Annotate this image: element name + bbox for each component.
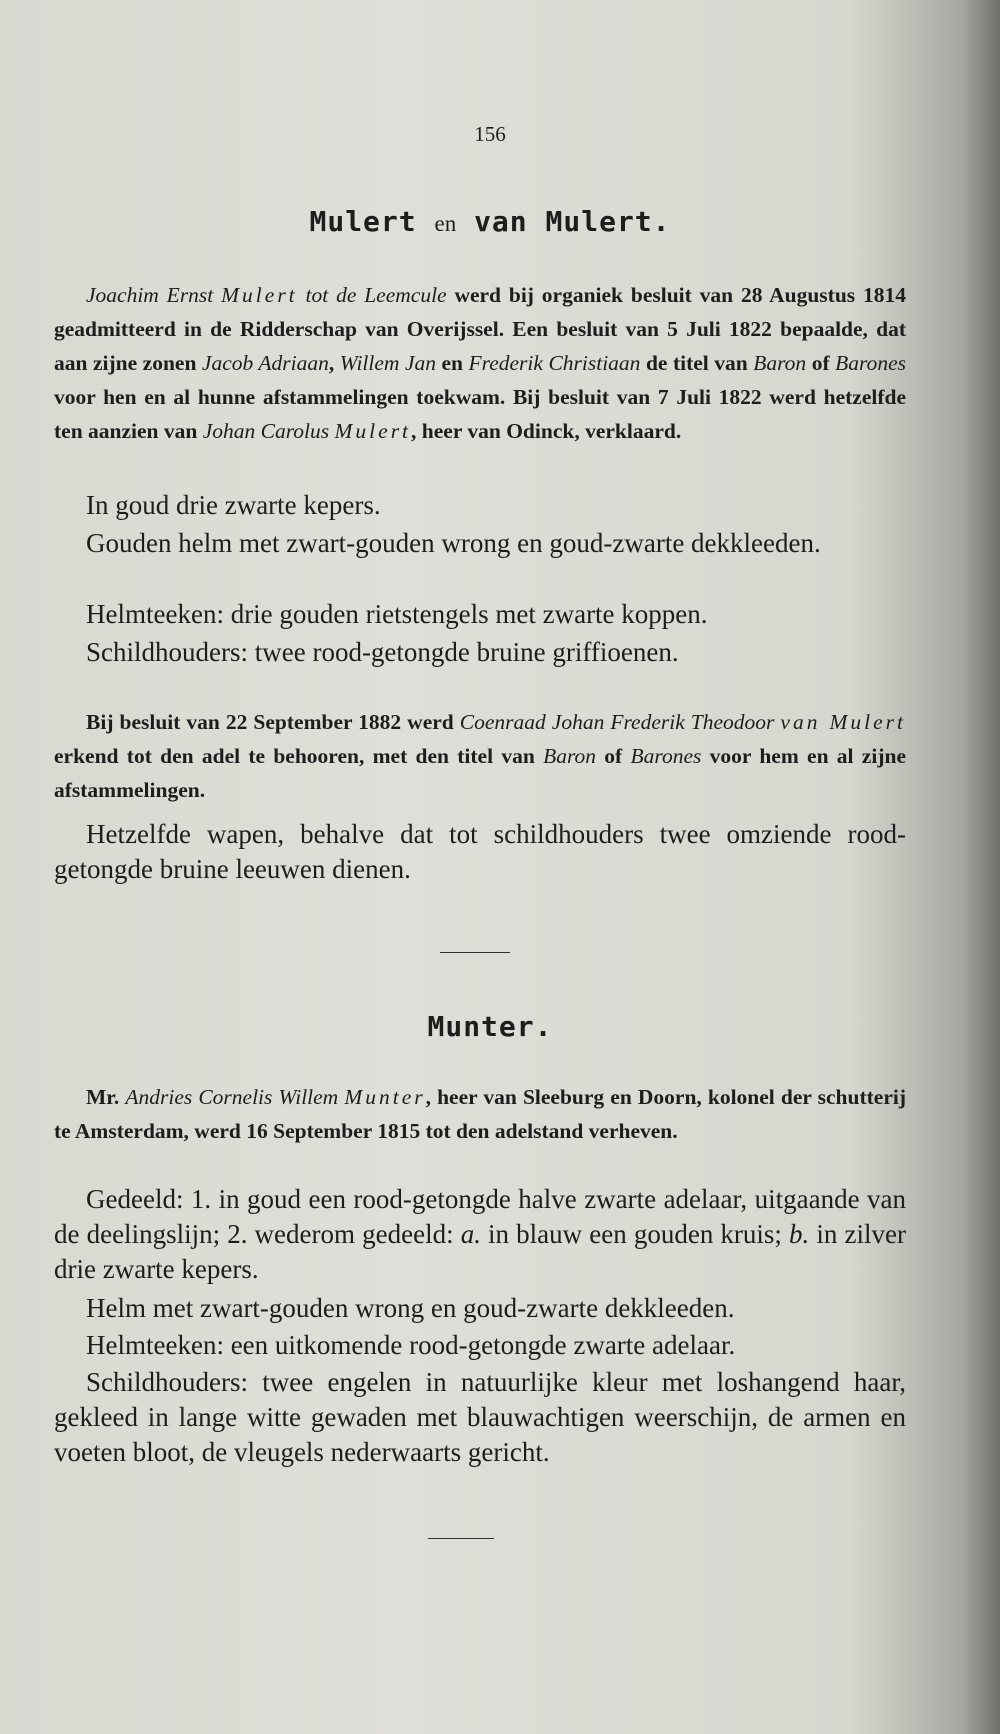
mulert-blazon-shield: In goud drie zwarte kepers.: [86, 490, 381, 520]
van-mulert-blazon: Hetzelfde wapen, behalve dat tot schildhouders twee omziende rood-getongde bruine leeuwen dienen.: [54, 819, 906, 884]
enumeration-letter: a.: [460, 1219, 481, 1249]
title-word: Baron: [543, 744, 597, 768]
body-text: ,: [328, 351, 340, 375]
mulert-paragraph-2: [54, 705, 906, 807]
heading-conjunction: en: [434, 211, 457, 236]
person-name: Jacob Adriaan: [201, 351, 329, 375]
person-name: Johan Carolus: [202, 419, 330, 443]
person-name: Joachim Ernst: [86, 283, 214, 307]
person-name: Andries Cornelis Willem: [125, 1085, 339, 1109]
title-word: Baron: [753, 351, 807, 375]
body-text: werd bij organiek besluit van 28 Augustus 1814 geadmitteerd in de Ridderschap van Overijssel. Een besluit van 5 Juli 1822 bepaalde, dat aan zijne zonen: [54, 283, 906, 375]
body-text: voor hen en al hunne afstammelingen toekwam. Bij besluit van 7 Juli 1822 werd hetzelfde ten aanzien van: [54, 385, 906, 443]
mulert-blazon-crest: Helmteeken: drie gouden rietstengels met zwarte koppen.: [86, 599, 708, 629]
person-surname: Mulert: [221, 283, 298, 307]
heading-part-a: Mulert: [309, 205, 417, 238]
body-text: , heer van Odinck, verklaard.: [411, 419, 682, 443]
munter-blazon-crest: Helmteeken: een uitkomende rood-getongde zwarte adelaar.: [86, 1330, 736, 1360]
mulert-paragraph-1: [54, 278, 906, 448]
body-text: Mr.: [86, 1085, 126, 1109]
body-text: in blauw een gouden kruis;: [480, 1219, 790, 1249]
person-surname: Mulert: [334, 419, 412, 443]
body-text: erkend tot den adel te behooren, met den titel van: [54, 744, 544, 768]
title-word: Barones: [630, 744, 702, 768]
person-name: Willem Jan: [339, 351, 436, 375]
person-name: Frederik Christiaan: [468, 351, 641, 375]
body-text: in zilver drie zwarte kepers.: [54, 1219, 906, 1284]
section-heading-munter: Munter.: [427, 1010, 553, 1043]
body-text: de titel van: [640, 351, 754, 375]
title-word: Barones: [835, 351, 906, 375]
person-title: tot de Leemcule: [305, 283, 447, 307]
heading-part-b: van Mulert: [474, 205, 653, 238]
body-text: of: [806, 351, 836, 375]
mulert-blazon-supporters: Schildhouders: twee rood-getongde bruine griffioenen.: [86, 637, 679, 667]
munter-blazon-supporters: Schildhouders: twee engelen in natuurlijke kleur met loshangend haar, gekleed in lange witte gewaden met blauwachtigen weerschijn, de armen en voeten bloot, de vleugels nederwaarts gericht.: [54, 1367, 906, 1467]
body-text: Gedeeld: 1. in goud een rood-getongde halve zwarte adelaar, uitgaande van de deelingslijn; 2. wederom gedeeld:: [54, 1184, 906, 1249]
end-divider: [428, 1538, 494, 1539]
body-text: Bij besluit van 22 September 1882 werd: [86, 710, 460, 734]
body-text: , heer van Sleeburg en Doorn, kolonel der schutterij te Amsterdam, werd 16 September 1815 tot den adelstand verheven.: [54, 1085, 907, 1143]
munter-paragraph-1: [54, 1080, 906, 1148]
body-text: voor hem en al zijne afstammelingen.: [54, 744, 906, 802]
munter-blazon-helm: Helm met zwart-gouden wrong en goud-zwarte dekkleeden.: [86, 1293, 735, 1323]
enumeration-letter: b.: [789, 1219, 810, 1249]
munter-blazon-shield: [54, 1182, 906, 1287]
heading-period: .: [652, 205, 671, 238]
person-surname: Munter: [344, 1085, 426, 1109]
person-surname: van Mulert: [780, 710, 906, 734]
body-text: of: [596, 744, 631, 768]
body-text: en: [436, 351, 469, 375]
mulert-blazon-helm: Gouden helm met zwart-gouden wrong en goud-zwarte dekkleeden.: [86, 528, 821, 558]
person-name: Coenraad Johan Frederik Theodoor: [459, 710, 775, 734]
section-heading-mulert: [0, 205, 980, 238]
page-number: 156: [474, 122, 506, 146]
section-divider: [440, 952, 510, 953]
